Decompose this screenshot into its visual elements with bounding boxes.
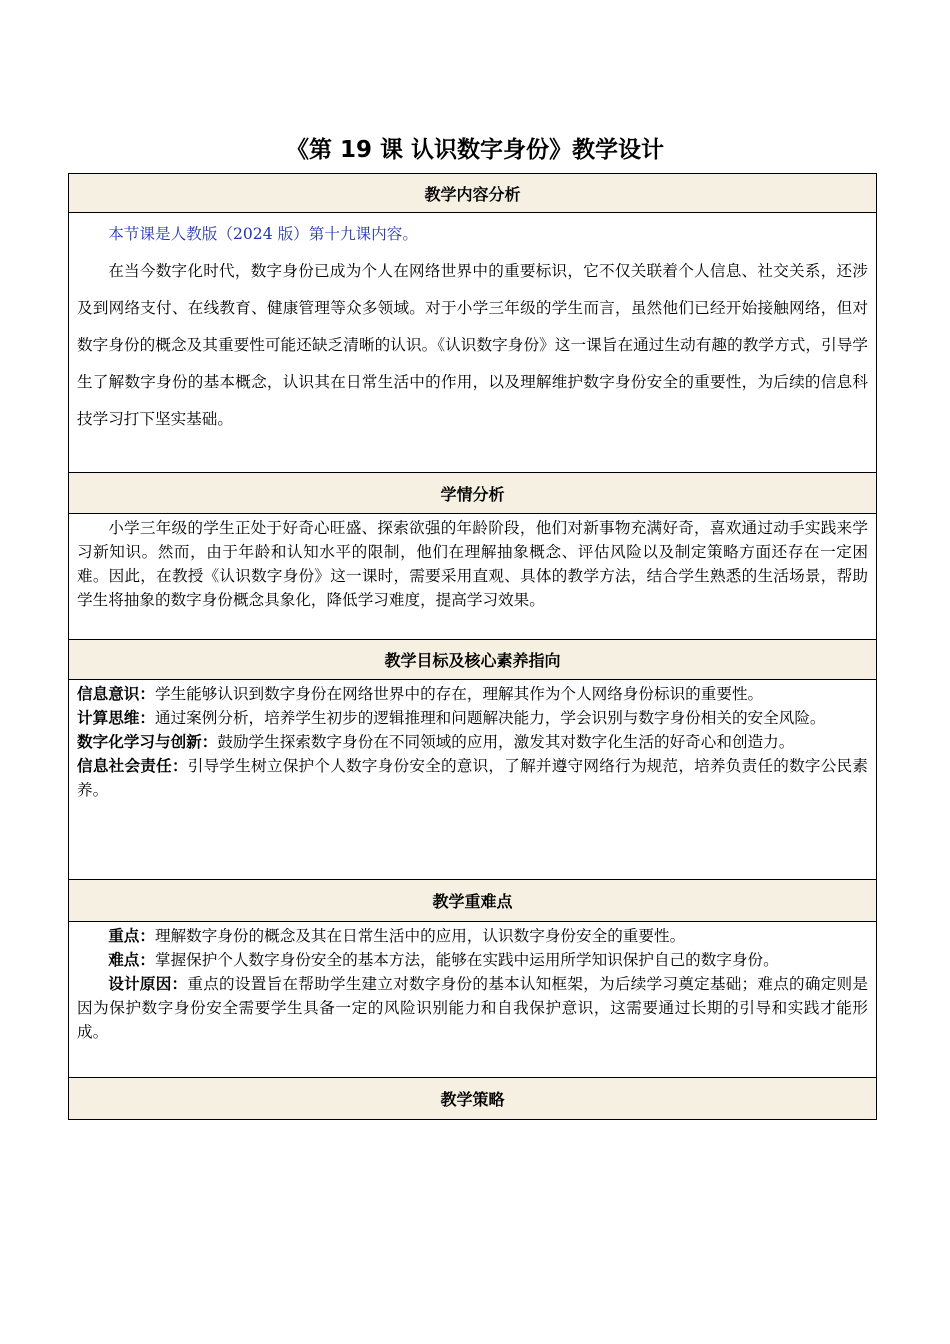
objective-label: 数字化学习与创新： [77,733,218,751]
objective-text: 学生能够认识到数字身份在网络世界中的存在，理解其作为个人网络身份标识的重要性。 [154,685,764,703]
key-point-item-difficulty [77,948,868,972]
key-point-label: 设计原因： [108,975,188,993]
objectives-body-row [69,680,877,880]
objective-item-digital-learning [77,730,868,754]
key-point-item-focus [77,924,868,948]
lesson-plan-table [68,173,877,1120]
objective-item-information-awareness [77,682,868,706]
content-analysis-intro: 本节课是人教版（2024 版）第十九课内容。 [108,225,418,243]
key-point-label: 难点： [108,951,155,969]
learner-analysis-body [69,514,877,640]
objective-label: 计算思维： [77,709,155,727]
key-points-header-row [69,880,877,922]
key-point-text: 掌握保护个人数字身份安全的基本方法，能够在实践中运用所学知识保护自己的数字身份。 [154,951,779,969]
key-point-text: 重点的设置旨在帮助学生建立对数字身份的基本认知框架，为后续学习奠定基础；难点的确定则是因为保护数字身份安全需要学生具备一定的风险识别能力和自我保护意识，这需要通过长期的引导和实践才能形成。 [77,975,868,1041]
objectives-header-row [69,640,877,680]
content-analysis-header-row [69,174,877,213]
content-analysis-body [69,213,877,473]
objectives-heading: 教学目标及核心素养指向 [69,640,877,680]
key-points-body [69,922,877,1078]
objective-text: 通过案例分析，培养学生初步的逻辑推理和问题解决能力，学会识别与数字身份相关的安全风险。 [154,709,826,727]
strategy-heading: 教学策略 [69,1078,877,1120]
objective-item-computational-thinking [77,706,868,730]
learner-analysis-heading: 学情分析 [69,473,877,514]
objective-text: 引导学生树立保护个人数字身份安全的意识，了解并遵守网络行为规范，培养负责任的数字公民素养。 [77,757,868,799]
objective-label: 信息社会责任： [77,757,188,775]
key-point-item-reason [77,972,868,1044]
key-points-heading: 教学重难点 [69,880,877,922]
learner-analysis-body-row [69,514,877,640]
objective-label: 信息意识： [77,685,155,703]
content-analysis-body-row [69,213,877,473]
strategy-header-row [69,1078,877,1120]
objective-item-social-responsibility [77,754,868,802]
learner-analysis-text: 小学三年级的学生正处于好奇心旺盛、探索欲强的年龄阶段，他们对新事物充满好奇，喜欢通过动手实践来学习新知识。然而，由于年龄和认知水平的限制，他们在理解抽象概念、评估风险以及制定策略方面还存在一定困难。因此，在教授《认识数字身份》这一课时，需要采用直观、具体的教学方法，结合学生熟悉的生活场景，帮助学生将抽象的数字身份概念具象化，降低学习难度，提高学习效果。 [77,519,868,609]
document-title: 《第 19 课 认识数字身份》教学设计 [285,137,665,163]
learner-analysis-header-row [69,473,877,514]
objectives-body [69,680,877,880]
key-point-label: 重点： [108,927,155,945]
content-analysis-text: 在当今数字化时代，数字身份已成为个人在网络世界中的重要标识，它不仅关联着个人信息、社交关系，还涉及到网络支付、在线教育、健康管理等众多领域。对于小学三年级的学生而言，虽然他们已经开始接触网络，但对数字身份的概念及其重要性可能还缺乏清晰的认识。《认识数字身份》这一课旨在通过生动有趣的教学方式，引导学生了解数字身份的基本概念，认识其在日常生活中的作用，以及理解维护数字身份安全的重要性，为后续的信息科技学习打下坚实基础。 [77,262,868,428]
content-analysis-heading: 教学内容分析 [69,174,877,213]
objective-text: 鼓励学生探索数字身份在不同领域的应用，激发其对数字化生活的好奇心和创造力。 [217,733,795,751]
key-point-text: 理解数字身份的概念及其在日常生活中的应用，认识数字身份安全的重要性。 [154,927,686,945]
key-points-body-row [69,922,877,1078]
